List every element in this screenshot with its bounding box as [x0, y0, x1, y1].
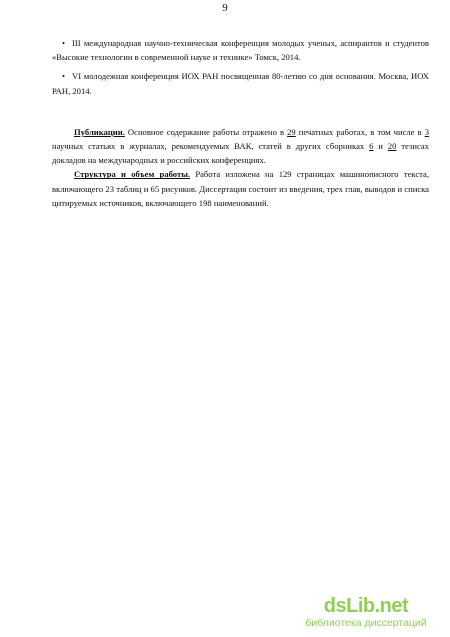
publications-theses-count: 20: [387, 141, 397, 152]
dslib-subtitle: библиотека диссертаций: [305, 617, 427, 629]
publications-other-count: 6: [369, 141, 374, 152]
conference-item-text: VI молодежная конференция ИОХ РАН посвященная 80-летию со дня основания. Москва, ИОХ РАН, 2014.: [52, 71, 429, 96]
conference-item-1: [52, 36, 429, 64]
document-body: [52, 36, 429, 210]
publications-paragraph: Публикации. Основное содержание работы отражено в 29 печатных работах, в том числе в 3 научных статьях в журналах, рекомендуемых ВАК, статей в других сборниках 6 и 20 тезисах докладов на международных и российских конференциях.: [52, 126, 429, 166]
bullet-icon: •: [62, 71, 66, 82]
dslib-logo: dsLib.net: [323, 595, 409, 617]
conference-item-2: [52, 69, 429, 97]
page-number: 9: [222, 2, 228, 14]
dslib-watermark: [296, 595, 436, 629]
publications-total-count: 29: [287, 126, 296, 137]
conference-item-text: III международная научно-техническая конференция молодых ученых, аспирантов и студентов «Высокие технологии в современной науке и технике» Томск, 2014.: [52, 38, 429, 63]
publications-heading: Публикации.: [74, 126, 125, 137]
structure-paragraph: [52, 167, 429, 210]
structure-heading: Структура и объем работы.: [74, 169, 191, 180]
publications-articles-count: 3: [424, 126, 429, 137]
structure-text: Работа изложена на 129 страницах машинописного текста, включающего 23 таблиц и 65 рисунков. Диссертация состоит из введения, трех глав, выводов и списка цитируемых источников, включающего 198 наименований.: [52, 169, 429, 208]
bullet-icon: •: [62, 38, 66, 48]
